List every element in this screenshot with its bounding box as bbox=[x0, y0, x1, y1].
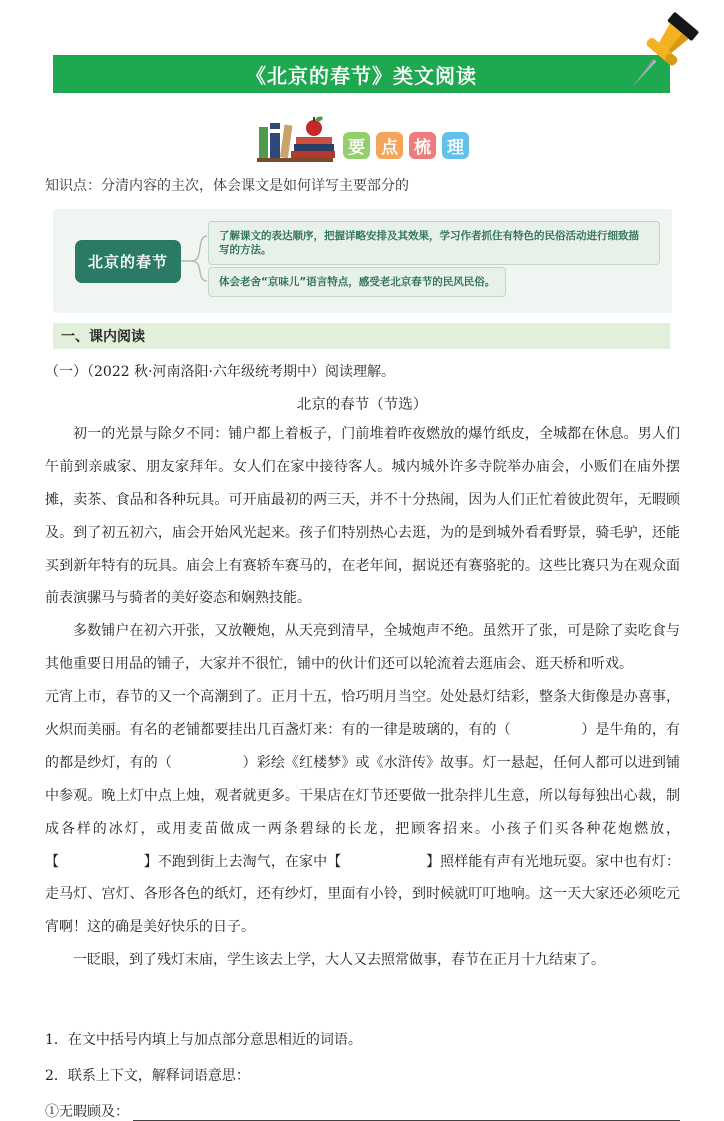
book-stack-icon bbox=[255, 111, 339, 163]
passage-paragraph-1: 初一的光景与除夕不同：铺户都上着板子，门前堆着昨夜燃放的爆竹纸皮，全城都在休息。男人们午前到亲戚家、朋友家拜年。女人们在家中接待客人。城内城外许多寺院举办庙会，小贩们在庙外摆摊，卖茶、食品和各种玩具。可开庙最初的两三天，并不十分热闹，因为人们正忙着彼此贺年，无暇顾及。到了初五初六，庙会开始风光起来。孩子们特别热心去逛，为的是到城外看看野景，骑毛驴，还能买到新年特有的玩具。庙会上有赛轿车赛马的，在老年间，据说还有赛骆驼的。这些比赛只为在观众面前表演骡马与骑者的美好姿态和娴熟技能。 bbox=[45, 426, 680, 607]
passage-paragraph-3: 元宵上市，春节的又一个高潮到了。正月十五，恰巧明月当空。处处悬灯结彩，整条大街像是办喜事，火炽而美丽。有名的老铺都要挂出几百盏灯来：有的一律是玻璃的，有的（ ）是牛角的，有的都是纱灯，有的（ ）彩绘《红楼梦》或《水浒传》故事。灯一悬起，任何人都可以进到铺中参观。晚上灯中点上烛，观者就更多。干果店在灯节还要做一批杂拌儿生意，所以每每独出心裁，制成各样的冰灯，或用麦苗做成一两条碧绿的长龙，把顾客招来。小孩子们买各种花炮燃放，【 】不跑到街上去淘气，在家中【 】照样能有声有光地玩耍。家中也有灯：走马灯、宫灯、各形各色的纸灯，还有纱灯，里面有小铃，到时候就叮叮地响。这一天大家还必须吃元宵啊！这的确是美好快乐的日子。 bbox=[45, 689, 680, 936]
passage-paragraph-2: 多数铺户在初六开张，又放鞭炮，从天亮到清早，全城炮声不绝。虽然开了张，可是除了卖吃食与其他重要日用品的铺子，大家并不很忙，铺中的伙计们还可以轮流着去逛庙会、逛天桥和听戏。 bbox=[45, 623, 680, 673]
passage-paragraph-4: 一眨眼，到了残灯末庙，学生该去上学，大人又去照常做事，春节在正月十九结束了。 bbox=[73, 952, 605, 969]
passage-title: 北京的春节（节选） bbox=[296, 397, 428, 413]
badge-tile-3: 梳 bbox=[409, 132, 436, 159]
mindmap-branch-2: 体会老舍“京味儿”语言特点，感受老北京春节的民风民俗。 bbox=[208, 267, 506, 297]
badge-tile-1: 要 bbox=[343, 132, 370, 159]
question-1: 1．在文中括号内填上与加点部分意思相近的词语。 bbox=[45, 1032, 362, 1049]
question-2-sub-1 bbox=[45, 1101, 680, 1121]
key-points-header bbox=[0, 113, 724, 163]
question-list bbox=[45, 1029, 680, 1121]
mindmap-branch-1: 了解课文的表达顺序，把握详略安排及其效果，学习作者抓住有特色的民俗活动进行细致描写的方法。 bbox=[208, 221, 660, 265]
section-heading: 一、课内阅读 bbox=[61, 329, 145, 345]
page-title: 《北京的春节》类文阅读 bbox=[246, 63, 477, 88]
section-heading-bar bbox=[53, 323, 670, 349]
key-points-badge bbox=[343, 132, 469, 159]
passage-source-line: （一）（2022 秋·河南洛阳·六年级统考期中）阅读理解。 bbox=[45, 364, 395, 380]
badge-tile-2: 点 bbox=[376, 132, 403, 159]
knowledge-point-line: 知识点：分清内容的主次，体会课文是如何详写主要部分的 bbox=[45, 178, 409, 194]
passage-body bbox=[45, 418, 680, 977]
badge-tile-4: 理 bbox=[442, 132, 469, 159]
mindmap-panel bbox=[53, 209, 672, 313]
mindmap-root-node: 北京的春节 bbox=[75, 240, 181, 283]
question-2: 2．联系上下文，解释词语意思： bbox=[45, 1068, 250, 1085]
answer-blank-line bbox=[133, 1105, 680, 1121]
pushpin-icon bbox=[618, 10, 702, 106]
fill-in-label: ①无暇顾及： bbox=[45, 1104, 129, 1121]
title-banner bbox=[53, 55, 670, 93]
